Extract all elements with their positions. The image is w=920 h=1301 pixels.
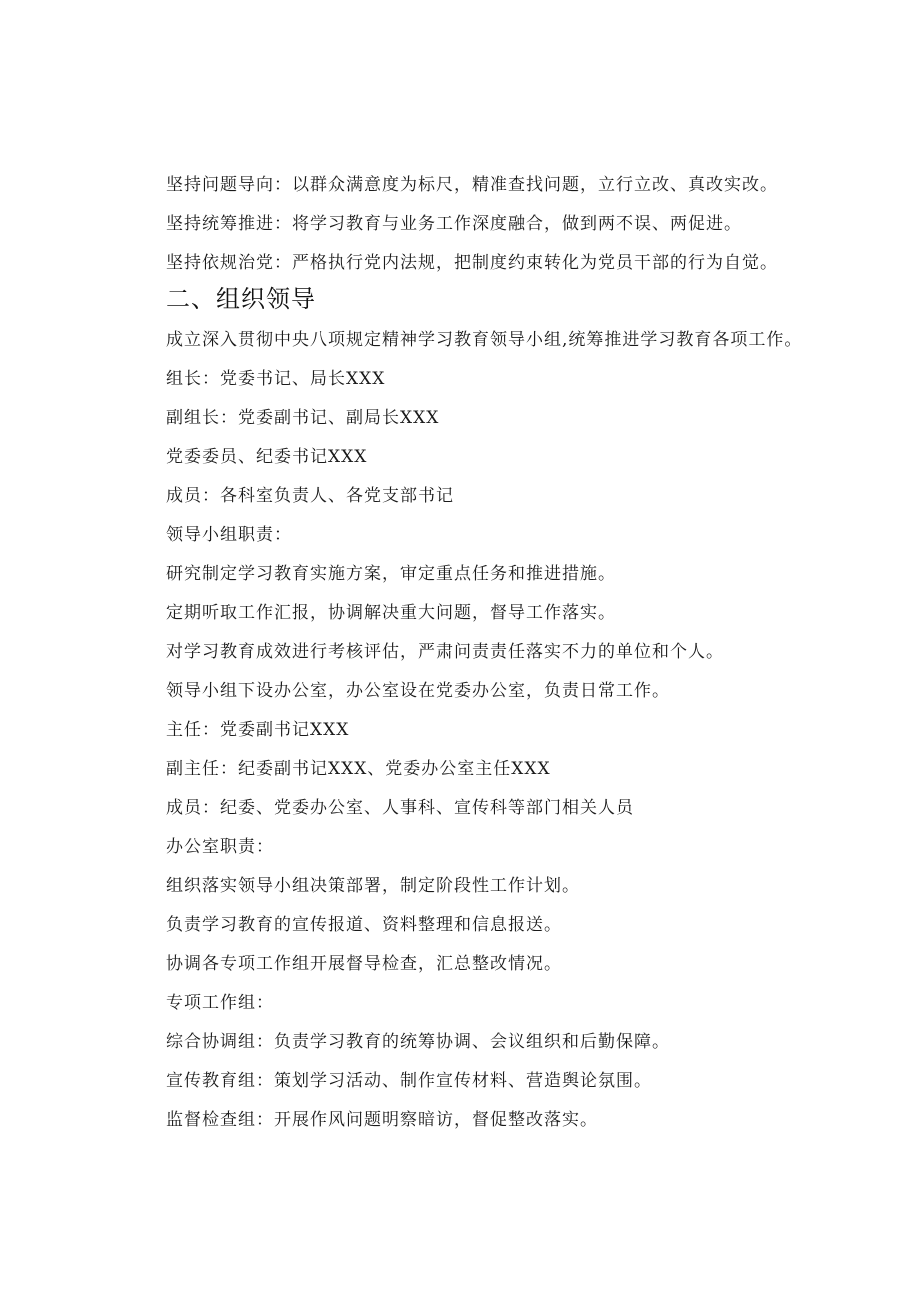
paragraph-line: 对学习教育成效进行考核评估，严肃问责责任落实不力的单位和个人。 <box>166 642 724 662</box>
paragraph-line: 领导小组下设办公室，办公室设在党委办公室，负责日常工作。 <box>166 681 670 701</box>
section-heading: 二、组织领导 <box>166 285 316 313</box>
paragraph-line: 办公室职责： <box>166 837 274 857</box>
paragraph-line: 协调各专项工作组开展督导检查，汇总整改情况。 <box>166 954 562 974</box>
paragraph-line: 宣传教育组：策划学习活动、制作宣传材料、营造舆论氛围。 <box>166 1071 652 1091</box>
paragraph-line: 成员：各科室负责人、各党支部书记 <box>166 486 454 506</box>
paragraph-line: 组织落实领导小组决策部署，制定阶段性工作计划。 <box>166 876 580 896</box>
principle-line: 坚持问题导向：以群众满意度为标尺，精准查找问题，立行立改、真改实改。 <box>166 175 778 195</box>
paragraph-line: 成立深入贯彻中央八项规定精神学习教育领导小组,统筹推进学习教育各项工作。 <box>166 330 803 350</box>
principle-line: 坚持依规治党：严格执行党内法规，把制度约束转化为党员干部的行为自觉。 <box>166 253 778 273</box>
document-body <box>166 166 846 1140</box>
paragraph-line: 党委委员、纪委书记XXX <box>166 447 368 467</box>
principle-line: 坚持统筹推进：将学习教育与业务工作深度融合，做到两不误、两促进。 <box>166 214 742 234</box>
paragraph-line: 专项工作组： <box>166 993 274 1013</box>
paragraph-line: 综合协调组：负责学习教育的统筹协调、会议组织和后勤保障。 <box>166 1032 670 1052</box>
paragraph-line: 副主任：纪委副书记XXX、党委办公室主任XXX <box>166 759 551 779</box>
paragraph-line: 副组长：党委副书记、副局长XXX <box>166 408 440 428</box>
paragraph-line: 定期听取工作汇报，协调解决重大问题，督导工作落实。 <box>166 603 616 623</box>
paragraph-line: 领导小组职责： <box>166 525 292 545</box>
paragraph-line: 负责学习教育的宣传报道、资料整理和信息报送。 <box>166 915 562 935</box>
paragraph-line: 研究制定学习教育实施方案，审定重点任务和推进措施。 <box>166 564 616 584</box>
paragraph-line: 组长：党委书记、局长XXX <box>166 369 386 389</box>
paragraph-line: 主任：党委副书记XXX <box>166 720 350 740</box>
paragraph-line: 成员：纪委、党委办公室、人事科、宣传科等部门相关人员 <box>166 798 634 818</box>
paragraph-line: 监督检查组：开展作风问题明察暗访，督促整改落实。 <box>166 1110 598 1130</box>
